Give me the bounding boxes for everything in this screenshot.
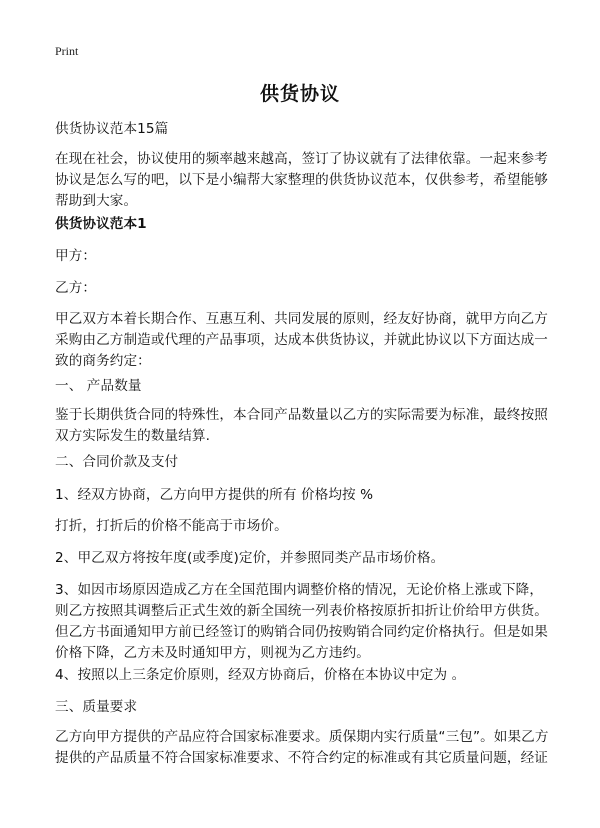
price-clause-1: 1、经双方协商，乙方向甲方提供的所有 价格均按 % xyxy=(55,487,374,503)
preamble-paragraph: 甲乙双方本着长期合作、互惠互利、共同发展的原则，经友好协商，就甲方向乙方采购由乙方制造或代理的产品事项，达成本供货协议，并就此协议以下方面达成一致的商务约定： xyxy=(55,311,548,369)
price-clause-1-continued: 打折，打折后的价格不能高于市场价。 xyxy=(55,518,288,534)
document-title: 供货协议 xyxy=(259,83,340,105)
quantity-heading: 一、 产品数量 xyxy=(55,378,142,394)
quality-heading: 三、质量要求 xyxy=(55,699,138,715)
intro-paragraph: 在现在社会，协议使用的频率越来越高，签订了协议就有了法律依靠。一起来参考协议是怎么写的吧，以下是小编帮大家整理的供货协议范本，仅供参考，希望能够帮助到大家。 xyxy=(55,151,548,209)
quantity-paragraph: 鉴于长期供货合同的特殊性，本合同产品数量以乙方的实际需要为标准，最终按照双方实际发生的数量结算. xyxy=(55,407,548,444)
quality-paragraph: 乙方向甲方提供的产品应符合国家标准要求。质保期内实行质量“三包”。如果乙方提供的产品质量不符合国家标准要求、不符合约定的标准或有其它质量问题，经证 xyxy=(55,729,549,766)
price-clause-2: 2、甲乙双方将按年度(或季度)定价，并参照同类产品市场价格。 xyxy=(55,550,445,566)
party-b-label: 乙方： xyxy=(55,280,97,296)
section-heading: 供货协议范本1 xyxy=(55,216,147,232)
document-subtitle: 供货协议范本15篇 xyxy=(55,121,169,137)
print-link[interactable]: Print xyxy=(55,44,79,58)
price-clause-3: 3、如因市场原因造成乙方在全国范围内调整价格的情况，无论价格上涨或下降，则乙方按照其调整后正式生效的新全国统一列表价格按原折扣折让价给甲方供货。但乙方书面通知甲方前已经签订的购销合同仍按购销合同约定价格执行。但是如果价格下降，乙方未及时通知甲方，则视为乙方违约。 xyxy=(55,582,548,661)
price-heading: 二、合同价款及支付 xyxy=(55,454,179,470)
price-clause-4: 4、按照以上三条定价原则，经双方协商后，价格在本协议中定为 。 xyxy=(55,667,466,683)
party-a-label: 甲方： xyxy=(55,248,97,264)
